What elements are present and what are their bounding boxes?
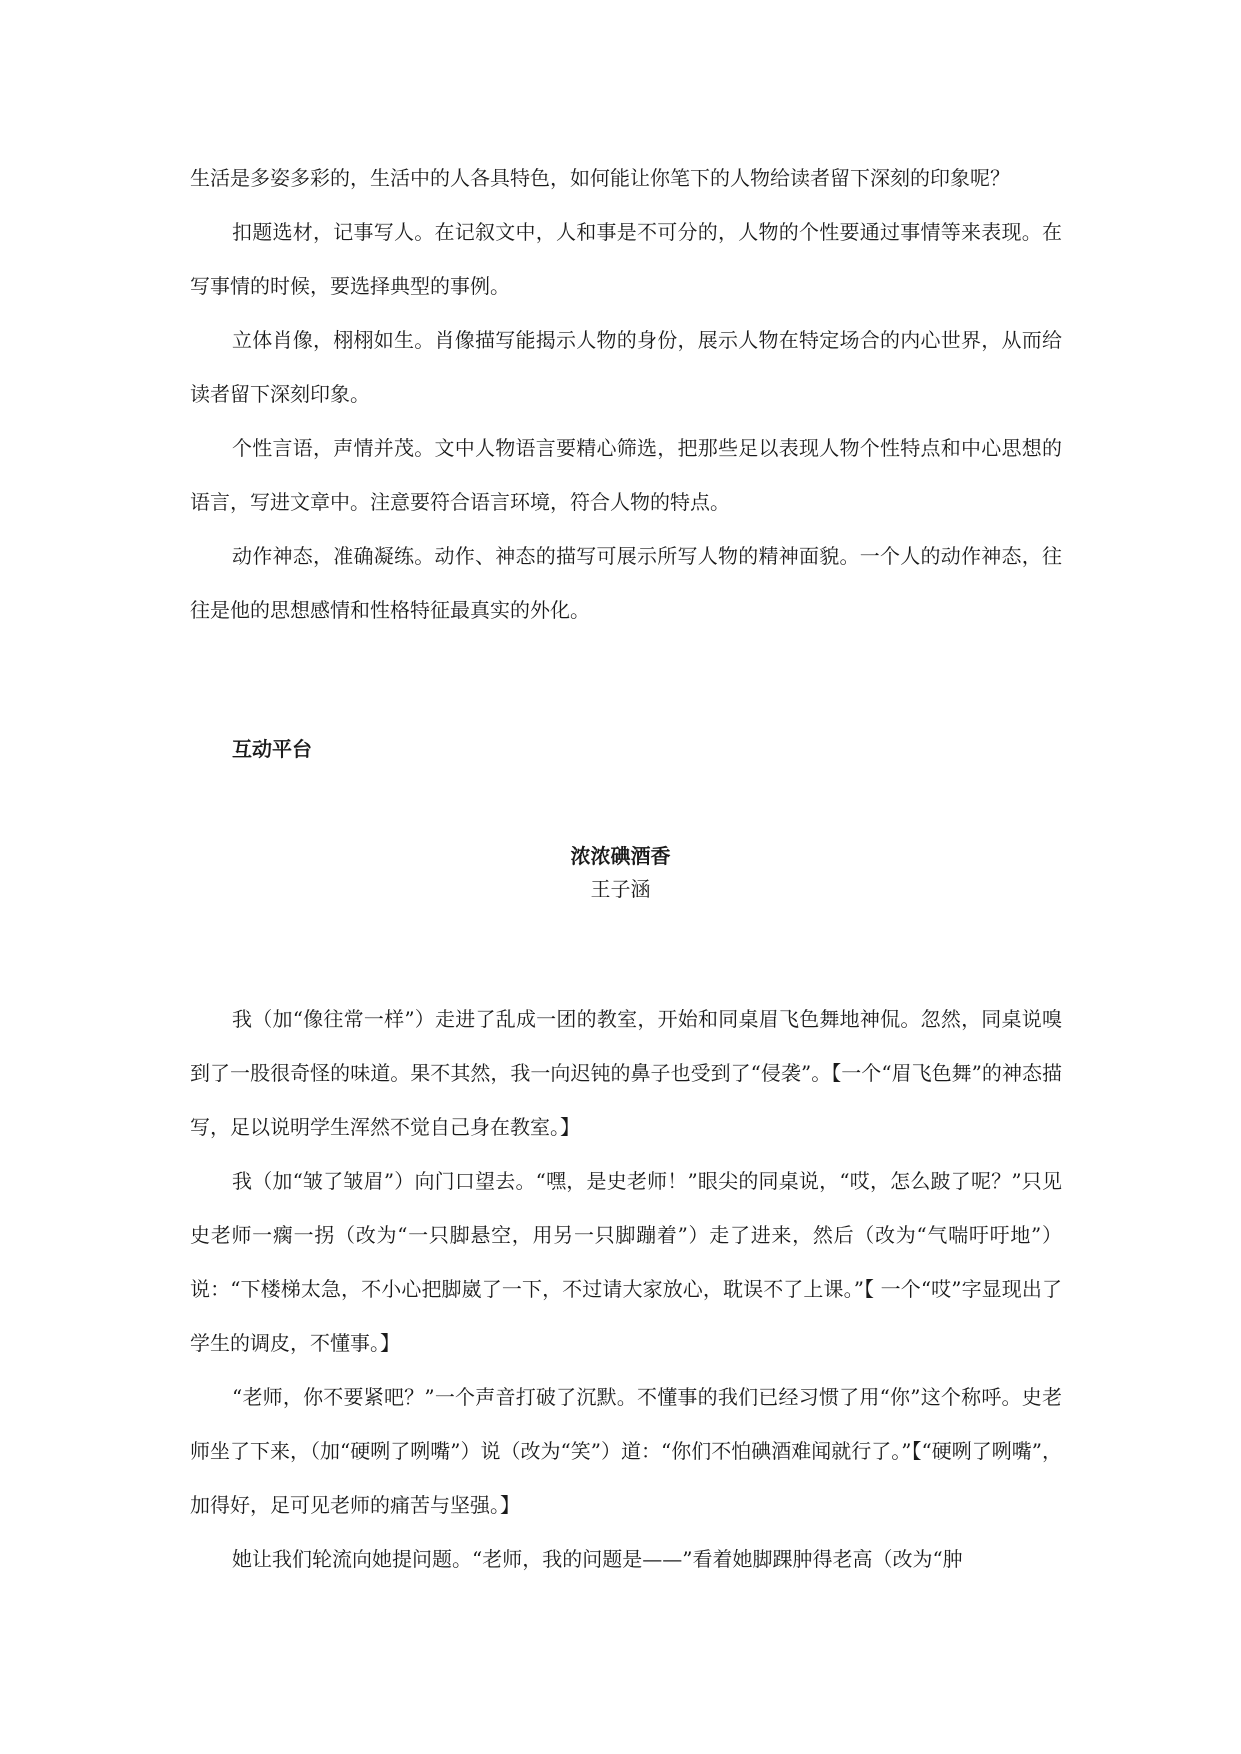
essay-author: 王子涵 bbox=[590, 877, 651, 901]
section-heading: 互动平台 bbox=[232, 737, 312, 761]
essay-paragraph: “老师，你不要紧吧？”一个声音打破了沉默。不懂事的我们已经习惯了用“你”这个称呼。史老师坐了下来，（加“硬咧了咧嘴”）说（改为“笑”）道：“你们不怕碘酒难闻就行了。”【“硬咧了咧嘴”，加得好，足可见老师的痛苦与坚强。】 bbox=[190, 1385, 1062, 1517]
intro-paragraph: 扣题选材，记事写人。在记叙文中，人和事是不可分的，人物的个性要通过事情等来表现。在写事情的时候，要选择典型的事例。 bbox=[190, 220, 1062, 298]
essay-paragraph: 她让我们轮流向她提问题。“老师，我的问题是——”看着她脚踝肿得老高（改为“肿 bbox=[232, 1547, 963, 1571]
intro-paragraph: 生活是多姿多彩的，生活中的人各具特色，如何能让你笔下的人物给读者留下深刻的印象呢？ bbox=[190, 166, 1010, 190]
essay-title: 浓浓碘酒香 bbox=[570, 844, 671, 868]
intro-paragraph: 动作神态，准确凝练。动作、神态的描写可展示所写人物的精神面貌。一个人的动作神态，往往是他的思想感情和性格特征最真实的外化。 bbox=[190, 544, 1062, 622]
intro-section bbox=[190, 151, 1062, 637]
essay-body bbox=[190, 992, 1062, 1586]
intro-paragraph: 立体肖像，栩栩如生。肖像描写能揭示人物的身份，展示人物在特定场合的内心世界，从而给读者留下深刻印象。 bbox=[190, 328, 1062, 406]
essay-paragraph: 我（加“像往常一样”）走进了乱成一团的教室，开始和同桌眉飞色舞地神侃。忽然，同桌说嗅到了一股很奇怪的味道。果不其然，我一向迟钝的鼻子也受到了“侵袭”。【一个“眉飞色舞”的神态描写，足以说明学生浑然不觉自己身在教室。】 bbox=[190, 1007, 1062, 1139]
essay-paragraph: 我（加“皱了皱眉”）向门口望去。“嘿，是史老师！”眼尖的同桌说，“哎，怎么跛了呢？”只见史老师一瘸一拐（改为“一只脚悬空，用另一只脚蹦着”）走了进来，然后（改为“气喘吁吁地”）说：“下楼梯太急，不小心把脚崴了一下，不过请大家放心，耽误不了上课。”【 一个“哎”字显现出了学生的调皮，不懂事。】 bbox=[190, 1169, 1062, 1355]
intro-paragraph: 个性言语，声情并茂。文中人物语言要精心筛选，把那些足以表现人物个性特点和中心思想的语言，写进文章中。注意要符合语言环境，符合人物的特点。 bbox=[190, 436, 1062, 514]
